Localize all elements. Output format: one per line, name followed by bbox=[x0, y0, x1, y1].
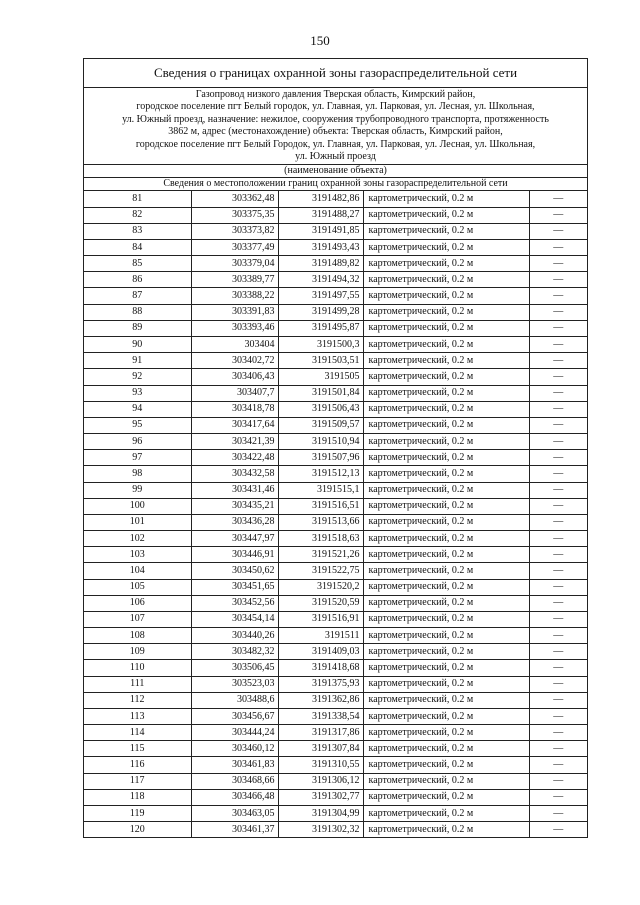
coord-x-cell: 303488,6 bbox=[191, 692, 278, 708]
note-cell: — bbox=[529, 789, 587, 805]
method-cell: картометрический, 0.2 м bbox=[363, 191, 529, 207]
point-number-cell: 103 bbox=[84, 547, 191, 563]
note-cell: — bbox=[529, 757, 587, 773]
coord-y-cell: 3191306,12 bbox=[278, 773, 363, 789]
method-cell: картометрический, 0.2 м bbox=[363, 708, 529, 724]
point-number-cell: 93 bbox=[84, 385, 191, 401]
coord-y-cell: 3191488,27 bbox=[278, 207, 363, 223]
coord-x-cell: 303447,97 bbox=[191, 531, 278, 547]
point-number-cell: 120 bbox=[84, 822, 191, 838]
method-cell: картометрический, 0.2 м bbox=[363, 369, 529, 385]
note-cell: — bbox=[529, 692, 587, 708]
coord-y-cell: 3191503,51 bbox=[278, 353, 363, 369]
method-cell: картометрический, 0.2 м bbox=[363, 531, 529, 547]
table-row bbox=[84, 805, 587, 821]
point-number-cell: 89 bbox=[84, 320, 191, 336]
table-row bbox=[84, 660, 587, 676]
coord-y-cell: 3191375,93 bbox=[278, 676, 363, 692]
table-row bbox=[84, 531, 587, 547]
coord-x-cell: 303391,83 bbox=[191, 304, 278, 320]
coord-y-cell: 3191506,43 bbox=[278, 401, 363, 417]
coord-x-cell: 303456,67 bbox=[191, 708, 278, 724]
coord-x-cell: 303402,72 bbox=[191, 353, 278, 369]
coord-y-cell: 3191418,68 bbox=[278, 660, 363, 676]
point-number-cell: 109 bbox=[84, 644, 191, 660]
point-number-cell: 98 bbox=[84, 466, 191, 482]
method-cell: картометрический, 0.2 м bbox=[363, 789, 529, 805]
note-cell: — bbox=[529, 547, 587, 563]
table-row bbox=[84, 223, 587, 239]
object-caption: (наименование объекта) bbox=[84, 165, 587, 178]
point-number-cell: 105 bbox=[84, 579, 191, 595]
coord-y-cell: 3191516,91 bbox=[278, 611, 363, 627]
method-cell: картометрический, 0.2 м bbox=[363, 434, 529, 450]
method-cell: картометрический, 0.2 м bbox=[363, 579, 529, 595]
point-number-cell: 111 bbox=[84, 676, 191, 692]
note-cell: — bbox=[529, 191, 587, 207]
coord-y-cell: 3191522,75 bbox=[278, 563, 363, 579]
table-row bbox=[84, 611, 587, 627]
table-row bbox=[84, 450, 587, 466]
table-row bbox=[84, 272, 587, 288]
method-cell: картометрический, 0.2 м bbox=[363, 628, 529, 644]
coord-x-cell: 303418,78 bbox=[191, 401, 278, 417]
table-row bbox=[84, 466, 587, 482]
method-cell: картометрический, 0.2 м bbox=[363, 288, 529, 304]
note-cell: — bbox=[529, 805, 587, 821]
coord-x-cell: 303431,46 bbox=[191, 482, 278, 498]
note-cell: — bbox=[529, 207, 587, 223]
coord-y-cell: 3191495,87 bbox=[278, 320, 363, 336]
method-cell: картометрический, 0.2 м bbox=[363, 498, 529, 514]
coord-y-cell: 3191511 bbox=[278, 628, 363, 644]
table-row bbox=[84, 369, 587, 385]
coord-x-cell: 303523,03 bbox=[191, 676, 278, 692]
method-cell: картометрический, 0.2 м bbox=[363, 223, 529, 239]
note-cell: — bbox=[529, 725, 587, 741]
method-cell: картометрический, 0.2 м bbox=[363, 256, 529, 272]
object-description-line: городское поселение пгт Белый городок, ул. Главная, ул. Парковая, ул. Лесная, ул. Школьная, bbox=[136, 101, 535, 113]
table-row bbox=[84, 353, 587, 369]
table-row bbox=[84, 579, 587, 595]
note-cell: — bbox=[529, 417, 587, 433]
coord-x-cell: 303404 bbox=[191, 336, 278, 352]
note-cell: — bbox=[529, 466, 587, 482]
point-number-cell: 118 bbox=[84, 789, 191, 805]
coord-y-cell: 3191505 bbox=[278, 369, 363, 385]
coord-y-cell: 3191500,3 bbox=[278, 336, 363, 352]
point-number-cell: 96 bbox=[84, 434, 191, 450]
coord-x-cell: 303435,21 bbox=[191, 498, 278, 514]
method-cell: картометрический, 0.2 м bbox=[363, 676, 529, 692]
coord-y-cell: 3191499,28 bbox=[278, 304, 363, 320]
point-number-cell: 106 bbox=[84, 595, 191, 611]
method-cell: картометрический, 0.2 м bbox=[363, 725, 529, 741]
coord-y-cell: 3191310,55 bbox=[278, 757, 363, 773]
coordinates-table bbox=[84, 191, 587, 837]
point-number-cell: 104 bbox=[84, 563, 191, 579]
coord-y-cell: 3191489,82 bbox=[278, 256, 363, 272]
table-row bbox=[84, 741, 587, 757]
note-cell: — bbox=[529, 773, 587, 789]
point-number-cell: 116 bbox=[84, 757, 191, 773]
point-number-cell: 113 bbox=[84, 708, 191, 724]
method-cell: картометрический, 0.2 м bbox=[363, 773, 529, 789]
coord-x-cell: 303389,77 bbox=[191, 272, 278, 288]
point-number-cell: 95 bbox=[84, 417, 191, 433]
table-row bbox=[84, 789, 587, 805]
coord-y-cell: 3191512,13 bbox=[278, 466, 363, 482]
coord-x-cell: 303482,32 bbox=[191, 644, 278, 660]
coord-y-cell: 3191516,51 bbox=[278, 498, 363, 514]
table-row bbox=[84, 434, 587, 450]
object-description bbox=[84, 88, 587, 165]
table-row bbox=[84, 708, 587, 724]
note-cell: — bbox=[529, 676, 587, 692]
coord-x-cell: 303432,58 bbox=[191, 466, 278, 482]
note-cell: — bbox=[529, 320, 587, 336]
coord-x-cell: 303388,22 bbox=[191, 288, 278, 304]
method-cell: картометрический, 0.2 м bbox=[363, 450, 529, 466]
coord-x-cell: 303450,62 bbox=[191, 563, 278, 579]
note-cell: — bbox=[529, 239, 587, 255]
table-row bbox=[84, 514, 587, 530]
coord-y-cell: 3191409,03 bbox=[278, 644, 363, 660]
table-row bbox=[84, 644, 587, 660]
coord-y-cell: 3191510,94 bbox=[278, 434, 363, 450]
table-row bbox=[84, 304, 587, 320]
table-row bbox=[84, 773, 587, 789]
note-cell: — bbox=[529, 741, 587, 757]
note-cell: — bbox=[529, 822, 587, 838]
coord-x-cell: 303379,04 bbox=[191, 256, 278, 272]
table-row bbox=[84, 676, 587, 692]
method-cell: картометрический, 0.2 м bbox=[363, 805, 529, 821]
point-number-cell: 102 bbox=[84, 531, 191, 547]
coord-y-cell: 3191515,1 bbox=[278, 482, 363, 498]
method-cell: картометрический, 0.2 м bbox=[363, 239, 529, 255]
coord-y-cell: 3191338,54 bbox=[278, 708, 363, 724]
note-cell: — bbox=[529, 628, 587, 644]
coord-y-cell: 3191493,43 bbox=[278, 239, 363, 255]
coord-x-cell: 303407,7 bbox=[191, 385, 278, 401]
note-cell: — bbox=[529, 369, 587, 385]
coord-x-cell: 303393,46 bbox=[191, 320, 278, 336]
coord-y-cell: 3191307,84 bbox=[278, 741, 363, 757]
point-number-cell: 117 bbox=[84, 773, 191, 789]
document-title: Сведения о границах охранной зоны газораспределительной сети bbox=[84, 59, 587, 88]
note-cell: — bbox=[529, 256, 587, 272]
coord-x-cell: 303375,35 bbox=[191, 207, 278, 223]
document-frame bbox=[83, 58, 588, 838]
note-cell: — bbox=[529, 482, 587, 498]
point-number-cell: 87 bbox=[84, 288, 191, 304]
coord-x-cell: 303461,83 bbox=[191, 757, 278, 773]
coord-x-cell: 303422,48 bbox=[191, 450, 278, 466]
method-cell: картометрический, 0.2 м bbox=[363, 336, 529, 352]
method-cell: картометрический, 0.2 м bbox=[363, 482, 529, 498]
method-cell: картометрический, 0.2 м bbox=[363, 644, 529, 660]
note-cell: — bbox=[529, 385, 587, 401]
coord-x-cell: 303461,37 bbox=[191, 822, 278, 838]
point-number-cell: 91 bbox=[84, 353, 191, 369]
coord-y-cell: 3191304,99 bbox=[278, 805, 363, 821]
coord-x-cell: 303454,14 bbox=[191, 611, 278, 627]
table-row bbox=[84, 482, 587, 498]
point-number-cell: 119 bbox=[84, 805, 191, 821]
note-cell: — bbox=[529, 595, 587, 611]
method-cell: картометрический, 0.2 м bbox=[363, 385, 529, 401]
point-number-cell: 115 bbox=[84, 741, 191, 757]
coord-x-cell: 303468,66 bbox=[191, 773, 278, 789]
coord-y-cell: 3191362,86 bbox=[278, 692, 363, 708]
method-cell: картометрический, 0.2 м bbox=[363, 741, 529, 757]
method-cell: картометрический, 0.2 м bbox=[363, 660, 529, 676]
point-number-cell: 88 bbox=[84, 304, 191, 320]
method-cell: картометрический, 0.2 м bbox=[363, 757, 529, 773]
coord-x-cell: 303460,12 bbox=[191, 741, 278, 757]
object-description-line: 3862 м, адрес (местонахождение) объекта: Тверская область, Кимрский район, bbox=[168, 126, 503, 138]
point-number-cell: 112 bbox=[84, 692, 191, 708]
table-row bbox=[84, 288, 587, 304]
coord-x-cell: 303436,28 bbox=[191, 514, 278, 530]
method-cell: картометрический, 0.2 м bbox=[363, 320, 529, 336]
note-cell: — bbox=[529, 660, 587, 676]
table-row bbox=[84, 498, 587, 514]
point-number-cell: 90 bbox=[84, 336, 191, 352]
coord-x-cell: 303452,56 bbox=[191, 595, 278, 611]
coord-y-cell: 3191302,32 bbox=[278, 822, 363, 838]
note-cell: — bbox=[529, 708, 587, 724]
method-cell: картометрический, 0.2 м bbox=[363, 304, 529, 320]
coord-y-cell: 3191497,55 bbox=[278, 288, 363, 304]
table-row bbox=[84, 385, 587, 401]
table-row bbox=[84, 336, 587, 352]
coord-x-cell: 303406,43 bbox=[191, 369, 278, 385]
note-cell: — bbox=[529, 401, 587, 417]
coord-y-cell: 3191482,86 bbox=[278, 191, 363, 207]
coord-y-cell: 3191302,77 bbox=[278, 789, 363, 805]
coord-y-cell: 3191521,26 bbox=[278, 547, 363, 563]
table-row bbox=[84, 822, 587, 838]
method-cell: картометрический, 0.2 м bbox=[363, 417, 529, 433]
point-number-cell: 85 bbox=[84, 256, 191, 272]
point-number-cell: 100 bbox=[84, 498, 191, 514]
point-number-cell: 97 bbox=[84, 450, 191, 466]
note-cell: — bbox=[529, 579, 587, 595]
point-number-cell: 92 bbox=[84, 369, 191, 385]
note-cell: — bbox=[529, 288, 587, 304]
table-row bbox=[84, 628, 587, 644]
coord-y-cell: 3191513,66 bbox=[278, 514, 363, 530]
table-row bbox=[84, 256, 587, 272]
method-cell: картометрический, 0.2 м bbox=[363, 563, 529, 579]
note-cell: — bbox=[529, 434, 587, 450]
point-number-cell: 114 bbox=[84, 725, 191, 741]
note-cell: — bbox=[529, 498, 587, 514]
table-row bbox=[84, 207, 587, 223]
method-cell: картометрический, 0.2 м bbox=[363, 692, 529, 708]
point-number-cell: 94 bbox=[84, 401, 191, 417]
object-description-line: ул. Южный проезд, назначение: нежилое, сооружения трубопроводного транспорта, протяженность bbox=[122, 113, 549, 125]
note-cell: — bbox=[529, 531, 587, 547]
table-row bbox=[84, 191, 587, 207]
object-description-line: Газопровод низкого давления Тверская область, Кимрский район, bbox=[195, 89, 476, 100]
point-number-cell: 84 bbox=[84, 239, 191, 255]
coord-y-cell: 3191520,2 bbox=[278, 579, 363, 595]
method-cell: картометрический, 0.2 м bbox=[363, 272, 529, 288]
note-cell: — bbox=[529, 563, 587, 579]
coord-y-cell: 3191520,59 bbox=[278, 595, 363, 611]
coord-x-cell: 303421,39 bbox=[191, 434, 278, 450]
note-cell: — bbox=[529, 450, 587, 466]
note-cell: — bbox=[529, 644, 587, 660]
coord-y-cell: 3191491,85 bbox=[278, 223, 363, 239]
note-cell: — bbox=[529, 223, 587, 239]
point-number-cell: 108 bbox=[84, 628, 191, 644]
point-number-cell: 83 bbox=[84, 223, 191, 239]
method-cell: картометрический, 0.2 м bbox=[363, 207, 529, 223]
coord-x-cell: 303451,65 bbox=[191, 579, 278, 595]
coord-x-cell: 303377,49 bbox=[191, 239, 278, 255]
object-description-line: городское поселение пгт Белый Городок, ул. Главная, ул. Парковая, ул. Лесная, ул. Школьная, bbox=[135, 138, 536, 150]
point-number-cell: 86 bbox=[84, 272, 191, 288]
note-cell: — bbox=[529, 304, 587, 320]
table-row bbox=[84, 595, 587, 611]
coord-x-cell: 303362,48 bbox=[191, 191, 278, 207]
note-cell: — bbox=[529, 336, 587, 352]
coord-x-cell: 303440,26 bbox=[191, 628, 278, 644]
coord-x-cell: 303466,48 bbox=[191, 789, 278, 805]
method-cell: картометрический, 0.2 м bbox=[363, 547, 529, 563]
point-number-cell: 107 bbox=[84, 611, 191, 627]
object-description-line: ул. Южный проезд bbox=[295, 151, 376, 163]
point-number-cell: 99 bbox=[84, 482, 191, 498]
table-row bbox=[84, 547, 587, 563]
coord-x-cell: 303463,05 bbox=[191, 805, 278, 821]
method-cell: картометрический, 0.2 м bbox=[363, 466, 529, 482]
coord-x-cell: 303373,82 bbox=[191, 223, 278, 239]
method-cell: картометрический, 0.2 м bbox=[363, 401, 529, 417]
coord-y-cell: 3191494,32 bbox=[278, 272, 363, 288]
point-number-cell: 81 bbox=[84, 191, 191, 207]
page-number: 150 bbox=[310, 33, 330, 48]
coord-y-cell: 3191509,57 bbox=[278, 417, 363, 433]
coord-x-cell: 303417,64 bbox=[191, 417, 278, 433]
table-row bbox=[84, 563, 587, 579]
coord-y-cell: 3191501,84 bbox=[278, 385, 363, 401]
point-number-cell: 82 bbox=[84, 207, 191, 223]
coord-x-cell: 303506,45 bbox=[191, 660, 278, 676]
coord-y-cell: 3191518,63 bbox=[278, 531, 363, 547]
method-cell: картометрический, 0.2 м bbox=[363, 822, 529, 838]
coord-x-cell: 303444,24 bbox=[191, 725, 278, 741]
method-cell: картометрический, 0.2 м bbox=[363, 514, 529, 530]
coord-y-cell: 3191317,86 bbox=[278, 725, 363, 741]
table-caption: Сведения о местоположении границ охранной зоны газораспределительной сети bbox=[84, 178, 587, 191]
point-number-cell: 101 bbox=[84, 514, 191, 530]
table-row bbox=[84, 320, 587, 336]
table-row bbox=[84, 401, 587, 417]
table-row bbox=[84, 725, 587, 741]
table-row bbox=[84, 239, 587, 255]
note-cell: — bbox=[529, 514, 587, 530]
note-cell: — bbox=[529, 611, 587, 627]
coord-y-cell: 3191507,96 bbox=[278, 450, 363, 466]
coord-x-cell: 303446,91 bbox=[191, 547, 278, 563]
method-cell: картометрический, 0.2 м bbox=[363, 595, 529, 611]
method-cell: картометрический, 0.2 м bbox=[363, 611, 529, 627]
method-cell: картометрический, 0.2 м bbox=[363, 353, 529, 369]
table-row bbox=[84, 692, 587, 708]
table-row bbox=[84, 417, 587, 433]
note-cell: — bbox=[529, 353, 587, 369]
note-cell: — bbox=[529, 272, 587, 288]
point-number-cell: 110 bbox=[84, 660, 191, 676]
table-row bbox=[84, 757, 587, 773]
